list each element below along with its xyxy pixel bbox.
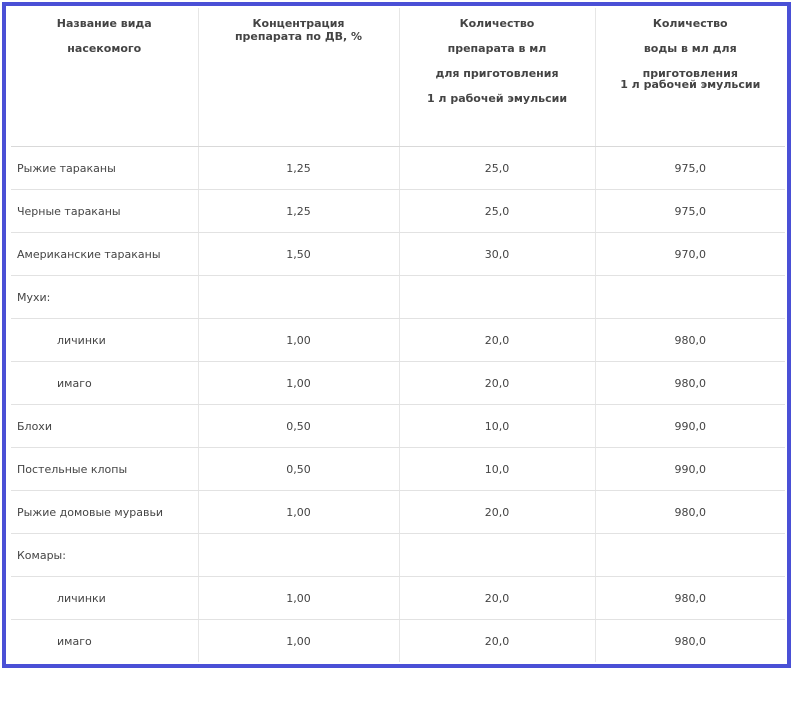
cell-preparation-ml: 10,0 [399, 448, 595, 491]
cell-water-ml: 990,0 [595, 405, 785, 448]
cell-water-ml: 975,0 [595, 190, 785, 233]
cell-water-ml [595, 534, 785, 577]
header-row [11, 8, 785, 147]
cell-water-ml: 980,0 [595, 577, 785, 620]
cell-water-ml [595, 276, 785, 319]
table-row [11, 405, 785, 448]
cell-preparation-ml [399, 534, 595, 577]
cell-preparation-ml: 25,0 [399, 190, 595, 233]
header-line: воды в мл для [643, 42, 737, 55]
cell-insect-name: Постельные клопы [11, 448, 198, 491]
cell-water-ml: 990,0 [595, 448, 785, 491]
header-line: препарата по ДВ, % [234, 30, 363, 43]
table-row [11, 620, 785, 663]
cell-insect-name: Рыжие домовые муравьи [11, 491, 198, 534]
cell-concentration: 1,50 [198, 233, 399, 276]
cell-insect-name: Черные тараканы [11, 190, 198, 233]
header-line: Количество [459, 17, 535, 30]
cell-preparation-ml: 30,0 [399, 233, 595, 276]
cell-concentration: 1,00 [198, 319, 399, 362]
cell-concentration: 0,50 [198, 448, 399, 491]
cell-insect-stage: имаго [11, 362, 198, 405]
cell-concentration [198, 534, 399, 577]
cell-water-ml: 980,0 [674, 634, 706, 648]
header-concentration [198, 8, 399, 147]
cell-concentration: 1,00 [198, 620, 399, 663]
cell-insect-group: Комары: [11, 534, 198, 577]
table-row [11, 534, 785, 577]
cell-preparation-ml: 25,0 [399, 147, 595, 190]
header-line: Название вида [56, 17, 152, 30]
header-water-amount [595, 8, 785, 147]
cell-preparation-ml [399, 276, 595, 319]
table-row [11, 448, 785, 491]
table-frame [2, 2, 791, 668]
cell-insect-stage: личинки [11, 577, 198, 620]
header-line: 1 л рабочей эмульсии [426, 92, 568, 105]
header-line: Концентрация [252, 17, 345, 30]
header-preparation-amount [399, 8, 595, 147]
cell-insect-stage: имаго [11, 620, 198, 663]
cell-water-ml: 980,0 [595, 362, 785, 405]
cell-insect-name: Рыжие тараканы [11, 147, 198, 190]
cell-insect-stage: личинки [11, 319, 198, 362]
cell-water-ml: 980,0 [595, 319, 785, 362]
table-row [11, 577, 785, 620]
table-row [11, 319, 785, 362]
header-line: приготовления [642, 67, 738, 80]
table-row [11, 362, 785, 405]
cell-insect-name: Американские тараканы [11, 233, 198, 276]
cell-concentration [198, 276, 399, 319]
cell-water-ml: 975,0 [595, 147, 785, 190]
cell-preparation-ml: 20,0 [399, 362, 595, 405]
cell-preparation-ml: 20,0 [399, 620, 595, 663]
table-row [11, 190, 785, 233]
cell-preparation-ml: 20,0 [399, 319, 595, 362]
table-row [11, 233, 785, 276]
header-line: для приготовления [435, 67, 559, 80]
cell-concentration: 1,00 [198, 577, 399, 620]
cell-insect-group: Мухи: [11, 276, 198, 319]
cell-concentration: 1,00 [198, 491, 399, 534]
cell-concentration: 1,00 [198, 362, 399, 405]
header-line: 1 л рабочей эмульсии [620, 78, 761, 91]
header-line: препарата в мл [447, 42, 547, 55]
cell-water-ml: 970,0 [595, 233, 785, 276]
table-row [11, 276, 785, 319]
header-line: насекомого [67, 42, 142, 55]
header-insect-species [11, 8, 198, 147]
cell-water-ml: 980,0 [595, 491, 785, 534]
cell-concentration: 0,50 [198, 405, 399, 448]
cell-preparation-ml: 20,0 [399, 491, 595, 534]
dosage-table [11, 8, 785, 662]
table-row [11, 491, 785, 534]
cell-insect-name: Блохи [11, 405, 198, 448]
cell-concentration: 1,25 [198, 147, 399, 190]
header-line: Количество [652, 17, 728, 30]
table-row [11, 147, 785, 190]
cell-preparation-ml: 20,0 [399, 577, 595, 620]
cell-preparation-ml: 10,0 [399, 405, 595, 448]
cell-concentration: 1,25 [198, 190, 399, 233]
